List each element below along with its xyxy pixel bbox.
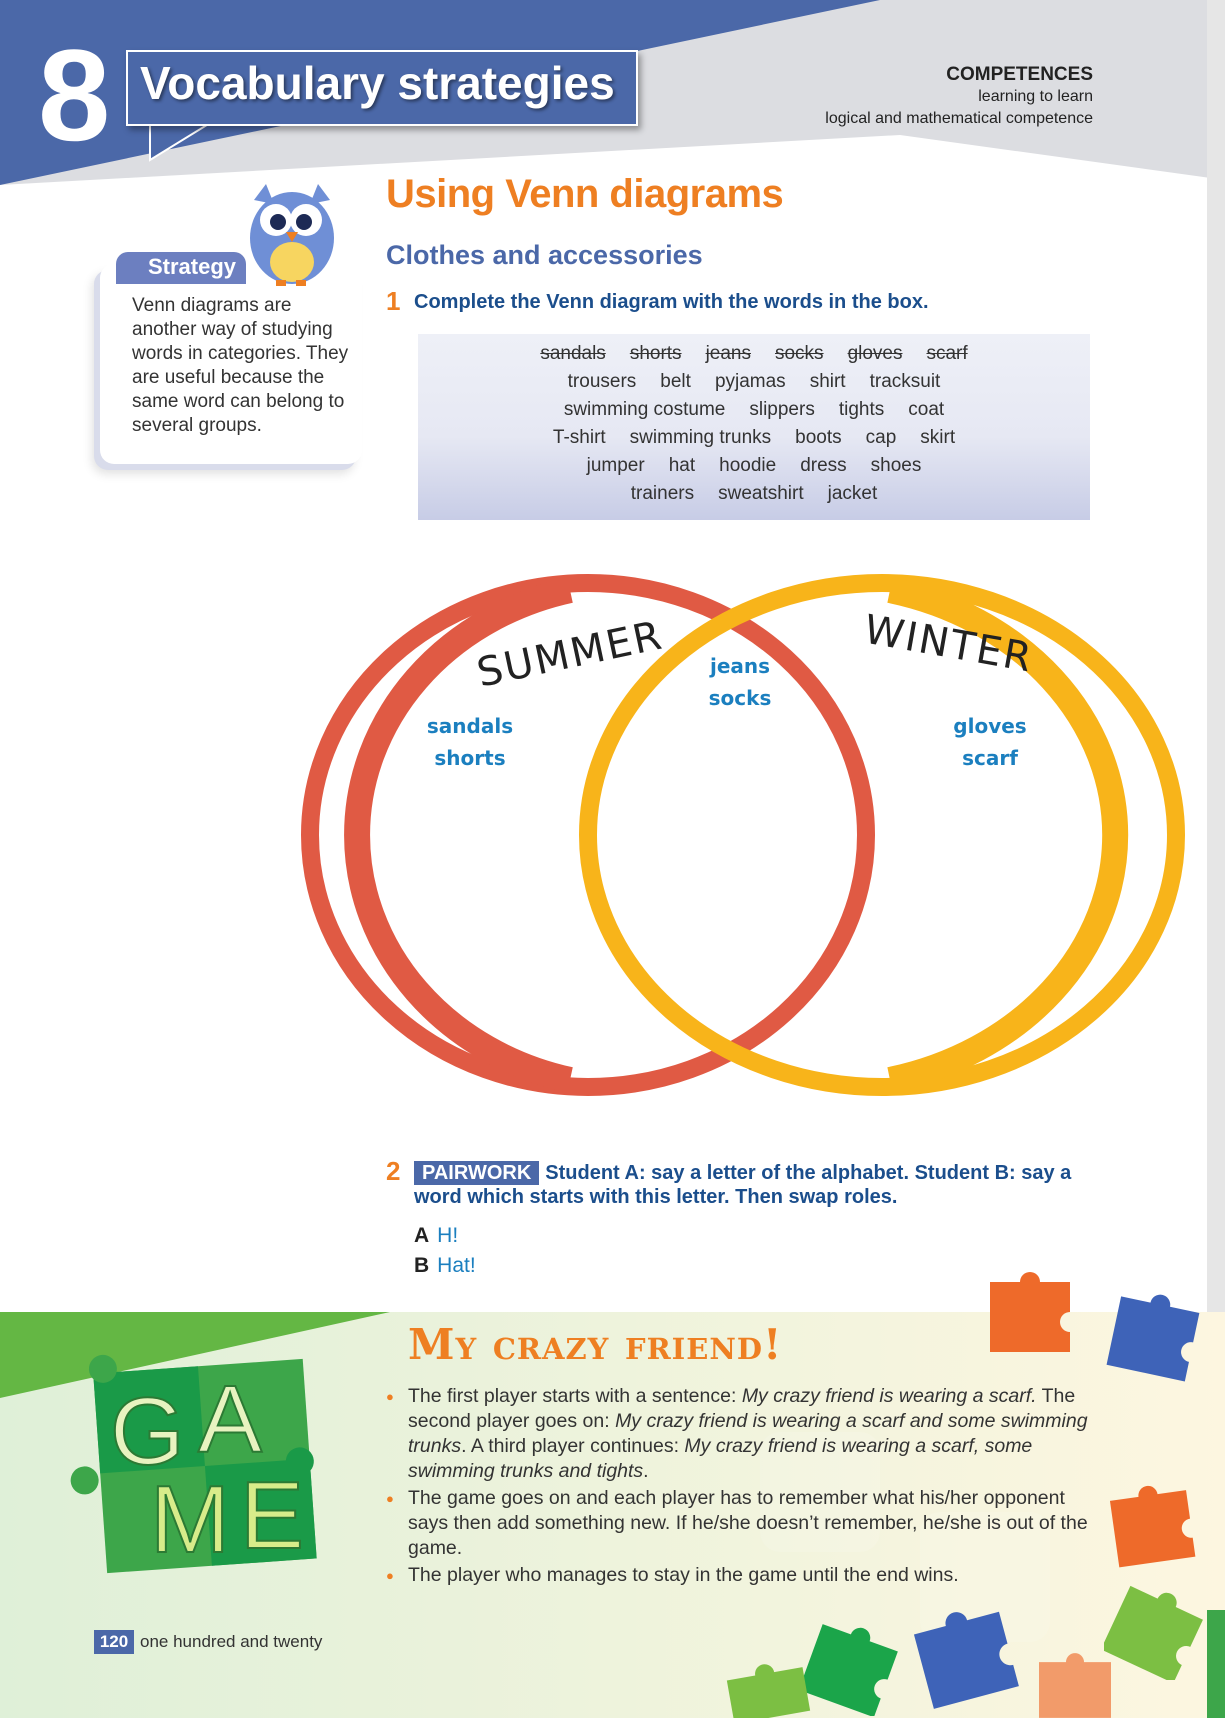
word-row [418,452,1090,480]
word-item: boots [795,427,842,448]
competence-item: learning to learn [978,88,1093,105]
rule-text: . [643,1460,649,1482]
venn-answer: socks [708,686,772,710]
word-item-used: shorts [629,343,682,364]
word-item: shoes [870,455,922,476]
venn-label-summer: SUMMER [473,612,668,697]
word-item-used: scarf [926,343,968,364]
strategy-text: Venn diagrams are another way of studying words in categories. They are useful because the same word can belong to several groups. [132,295,349,436]
venn-answer: sandals [426,714,514,738]
strategy-label: Strategy [148,254,237,279]
exercise-1-number: 1 [386,286,401,316]
word-box [418,334,1090,520]
venn-answer: gloves [953,714,1027,738]
game-rule-item [386,1384,1096,1484]
rule-example: My crazy friend is wearing a scarf, some swimming trunks and tights [408,1435,1033,1482]
rule-example: My crazy friend is wearing a scarf and some swimming trunks [408,1410,1088,1457]
puzzle-piece-icon [910,1600,1020,1710]
rule-text: The first player starts with a sentence: [408,1385,742,1407]
competences-heading: COMPETENCES [946,64,1093,85]
word-item: slippers [749,399,815,420]
exercise-2-number: 2 [386,1156,401,1186]
owl-icon [240,180,350,290]
word-item: T-shirt [552,427,606,448]
game-rules-list [386,1384,1096,1590]
puzzle-piece-icon [1104,1476,1200,1572]
word-item: trousers [567,371,637,392]
word-row [418,340,1090,368]
puzzle-piece-icon [720,1654,816,1718]
venn-diagram [290,560,1190,1100]
word-item-used: jeans [705,343,751,364]
word-row [418,424,1090,452]
venn-both-answers [680,650,800,714]
exercise-1-instruction: Complete the Venn diagram with the words in the box. [414,291,929,313]
puzzle-piece-icon [1104,1284,1204,1384]
exercise-2-instruction [414,1161,1074,1209]
venn-answer: shorts [434,746,506,770]
pairwork-badge: PAIRWORK [414,1161,539,1185]
rule-text: . A third player continues: [461,1435,685,1457]
unit-title: Vocabulary strategies [140,57,615,109]
page-number: 120 [94,1630,134,1654]
section-title: Clothes and accessories [386,240,703,270]
exercise-2-text: Student A: say a letter of the alphabet. Student B: say a word which starts with this letter. Then swap roles. [414,1162,1072,1208]
dialogue-text: Hat! [437,1254,476,1277]
venn-circle-winter [588,583,1176,1087]
game-rule-item: ● The player who manages to stay in the game until the end wins. [386,1563,1096,1588]
word-item: swimming trunks [629,427,772,448]
word-item: coat [908,399,945,420]
game-logo-letter: E [240,1462,305,1569]
competence-item: logical and mathematical competence [825,110,1093,127]
dialogue-speaker: B [414,1254,430,1277]
game-logo-letter: M [150,1466,230,1573]
page-number-words: one hundred and twenty [140,1632,323,1651]
word-item: tracksuit [869,371,941,392]
word-item: pyjamas [714,371,786,392]
dialogue-text: H! [437,1224,459,1247]
word-item: tights [838,399,885,420]
word-item: jumper [586,455,645,476]
game-title: My crazy friend! [408,1320,783,1369]
word-item: dress [800,455,847,476]
venn-summer-answers [410,710,530,774]
rule-example: My crazy friend is wearing a scarf. [741,1385,1037,1407]
venn-answer: jeans [709,654,771,678]
word-row [418,480,1090,508]
puzzle-piece-icon [980,1262,1080,1362]
dialogue-line [414,1224,458,1248]
game-rule-item: ● The game goes on and each player has to remember what his/her opponent says then add something new. If he/she doesn’t remember, he/she is out of the game. [386,1486,1096,1561]
venn-answer: scarf [962,746,1018,770]
competences-block [825,64,1093,130]
venn-winter-answers [930,710,1050,774]
lesson-title: Using Venn diagrams [386,172,784,216]
word-row [418,396,1090,424]
dialogue-line [414,1254,476,1278]
word-item-used: gloves [847,343,903,364]
word-item: shirt [809,371,846,392]
game-logo-letter: A [198,1366,263,1473]
puzzle-piece-icon [1030,1644,1120,1718]
word-row [418,368,1090,396]
unit-number: 8 [38,22,108,168]
word-item: skirt [920,427,956,448]
venn-label-winter: WINTER [860,606,1037,682]
word-item: sweatshirt [718,483,804,504]
word-item: cap [865,427,897,448]
word-item: hat [668,455,696,476]
word-item: belt [660,371,691,392]
word-item: jacket [827,483,878,504]
word-item: swimming costume [563,399,726,420]
game-logo [70,1352,340,1582]
page-edge-strip-green [1207,1610,1225,1718]
rule-text: The second player goes on: [408,1385,1076,1432]
word-item-used: socks [774,343,824,364]
dialogue-speaker: A [414,1224,430,1247]
game-logo-letter: G [110,1378,185,1485]
word-item: hoodie [719,455,777,476]
word-item: trainers [630,483,695,504]
word-item-used: sandals [540,343,606,364]
